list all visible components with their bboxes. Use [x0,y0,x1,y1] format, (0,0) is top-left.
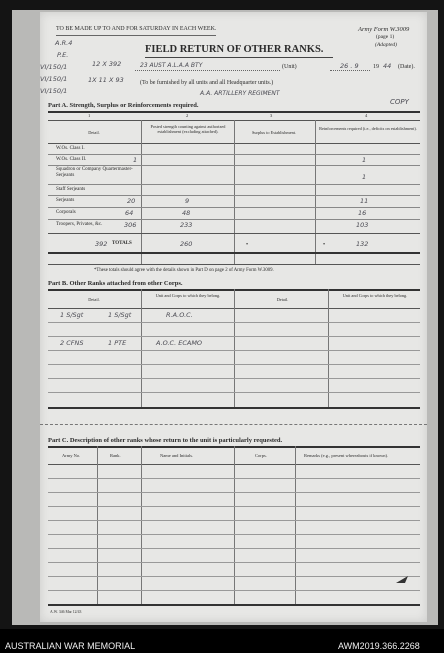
unit-name-handwritten: 23 AUST A.L.A.A BTY [140,62,203,69]
col-number: 1 [88,113,91,118]
row-label: Corporals [56,210,76,215]
date-handwritten: 26 . 9 [340,62,359,70]
part-c-col-remarks: Remarks (e.g., present whereabouts if known). [304,453,389,458]
margin-note: VI/150/1 [40,75,68,83]
handwritten-number: 12 X 392 [92,60,122,68]
copy-mark: COPY [390,98,409,106]
totals-label: TOTALS [112,241,132,246]
part-a-footnote: *These totals should agree with the details shown in Part D on page 2 of Army Form W.3009. [94,268,274,273]
row-label: Squadron or Company Quartermaster-Serjeants [56,167,133,178]
row-label: Troopers, Privates, &c. [56,222,103,227]
part-b-col-unit: Unit and Corps to which they belong. [155,293,221,298]
part-c-heading: Part C. Description of other ranks whose return to the unit is particularly requested. [48,437,283,444]
posted-value: 9 [185,197,190,205]
weekly-instruction: TO BE MADE UP TO AND FOR SATURDAY IN EACH WEEK. [56,26,217,32]
col-number: 4 [365,113,368,118]
date-label: (Date). [398,64,415,70]
archive-footer [0,629,444,653]
archive-name: AUSTRALIAN WAR MEMORIAL [5,641,136,651]
totals-mark: 392 [95,240,108,248]
unit-label: (Unit) [282,64,297,70]
part-b-detail-extra: 1 PTE [108,339,127,347]
row-label: W.Os. Class II. [56,157,87,162]
handwritten-number: 1X 11 X 93 [88,76,124,84]
col-number: 3 [270,113,273,118]
row-label: Staff Serjeants [56,187,86,192]
col-header-posted: Posted strength counting against authorized establishment (excluding attached). [150,124,226,134]
totals-posted: 260 [180,240,193,248]
row-label: Serjeants [56,198,75,203]
part-b-detail-extra: 1 S/Sgt [108,311,132,319]
part-b-detail: 1 S/Sgt [60,311,84,319]
posted-value: 233 [180,221,193,229]
form-number: Army Form W.3009 [358,26,410,33]
form-page-number: (page 1) [376,34,395,40]
part-a-heading: Part A. Strength, Surplus or Reinforcements required. [48,102,199,109]
part-c-col-corps: Corps. [255,453,267,458]
totals-surplus: • [246,242,249,248]
posted-value: 48 [182,209,191,217]
col-header-reinforcements: Reinforcements required (i.e., deficits on establishment). [319,126,417,131]
ink-mark-icon [395,575,409,585]
reinforcements-value: 103 [356,221,369,229]
print-imprint: A.W. 346 Mar 12/43 [50,610,82,614]
totals-reinforcements: 132 [356,240,369,248]
col-header-surplus: Surplus to Establishment. [251,130,297,135]
part-b-unit: A.O.C. ECAMO [156,339,203,347]
year-handwritten: 44 [383,62,392,70]
part-b-unit: R.A.O.C. [166,311,193,319]
unit-subline-handwritten: A.A. ARTILLERY REGIMENT [200,90,280,97]
col-number: 2 [186,113,189,118]
totals-reinforcements-bullet: • [323,242,326,248]
row-label: W.Os. Class I. [56,146,85,151]
part-c-col-rank: Rank. [110,453,121,458]
margin-note: A.R.4 [55,39,73,47]
margin-note: VI/150/1 [40,87,68,95]
margin-note: P.E. [57,51,69,59]
archive-reference: AWM2019.366.2268 [338,641,420,651]
part-b-detail: 2 CFNS [60,339,84,347]
page-title: FIELD RETURN OF OTHER RANKS. [145,44,324,55]
part-b-col-detail: Detail. [88,297,100,302]
reinforcements-value: 1 [362,173,367,181]
reinforcements-value: 1 [362,156,367,164]
part-b-heading: Part B. Other Ranks attached from other Corps. [48,280,183,287]
part-b-col-detail-2: Detail. [276,297,289,302]
form-page [40,12,427,622]
part-c-col-name: Name and Initials. [160,453,194,458]
reinforcements-value: 11 [360,197,369,205]
row-mark: 306 [124,221,137,229]
furnished-note: (To be furnished by all units and all Headquarter units.) [140,80,274,86]
form-adapted: (Adapted) [375,42,397,48]
col-header-detail: Detail. [88,130,100,135]
row-mark: 1 [133,156,138,164]
row-mark: 20 [127,197,136,205]
part-b-col-unit-2: Unit and Corps to which they belong. [342,293,408,298]
row-mark: 64 [125,209,134,217]
year-prefix: 19 [373,64,379,70]
reinforcements-value: 16 [358,209,367,217]
margin-note: VI/150/1 [40,63,68,71]
part-c-col-army-no: Army No. [62,453,81,458]
